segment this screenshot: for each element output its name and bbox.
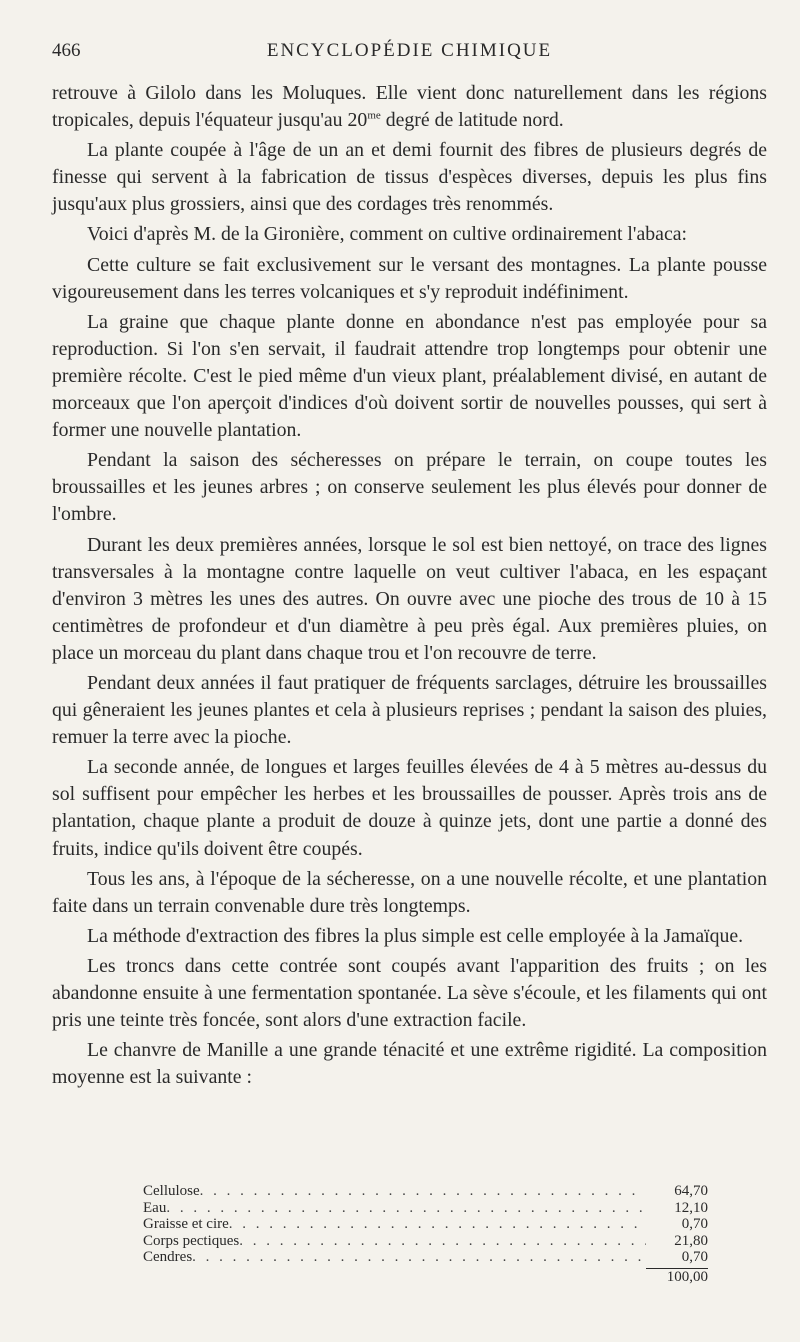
paragraph-9: La seconde année, de longues et larges feuilles élevées de 4 à 5 mètres au-dessus du sol suffisent pour empêcher les herbes et les broussailles de pousser. Après trois ans de plantation, chaque plante a produit de douze à quinze jets, dont une partie a donné des fruits, indice qu'ils doivent être coupés. [52, 756, 767, 860]
composition-value: 64,70 [674, 1183, 708, 1199]
composition-label: Cendres [143, 1249, 193, 1266]
composition-value: 0,70 [681, 1216, 708, 1233]
paragraph-1: retrouve à Gilolo dans les Moluques. Elle vient donc naturellement dans les régions tropicales, depuis l'équateur jusqu'au $20^{me}$ degré de latitude nord. [52, 82, 767, 132]
paragraph-12: Les troncs dans cette contrée sont coupés avant l'apparition des fruits ; on les abandonne ensuite à une fermentation spontanée. La sève s'écoule, et les filaments qui ont pris une teinte très foncée, sont alors d'une extraction facile. [52, 954, 767, 1032]
paragraph-5: La graine que chaque plante donne en abondance n'est pas employée pour sa reproduction. Si l'on s'en servait, il faudrait attendre trop longtemps pour obtenir une première récolte. C'est le pied même d'un vieux plant, préalablement divisé, en autant de morceaux que l'on aperçoit d'indices d'où doivent sortir de nouvelles pousses, qui sert à former une nouvelle plantation. [52, 310, 767, 442]
paragraph-13: Le chanvre de Manille a une grande ténacité et une extrême rigidité. La composition moyenne est la suivante : [52, 1039, 767, 1089]
leader-dots [229, 1216, 646, 1233]
composition-label: Eau [143, 1199, 167, 1216]
composition-row [143, 1200, 708, 1217]
body-text [52, 80, 767, 1094]
composition-total: 100,00 [666, 1268, 708, 1285]
paragraph-6: Pendant la saison des sécheresses on prépare le terrain, on coupe toutes les broussailles et les jeunes arbres ; on conserve seulement les plus élevés pour donner de l'ombre. [52, 449, 767, 526]
composition-label: Graisse et cire [143, 1216, 229, 1233]
paragraph-7: Durant les deux premières années, lorsque le sol est bien nettoyé, on trace des lignes transversales à la montagne contre laquelle on veut cultiver l'abaca, en les espaçant d'environ 3 mètres les unes des autres. On ouvre avec une pioche des trous de 10 à 15 centimètres de profondeur et d'un diamètre à peu près égal. Aux premières pluies, on place un morceau du plant dans chaque trou et l'on recouvre de terre. [52, 533, 767, 664]
composition-row [143, 1249, 708, 1266]
composition-label: Corps pectiques [143, 1232, 240, 1249]
composition-value: 21,80 [674, 1232, 708, 1249]
paragraph-8: Pendant deux années il faut pratiquer de fréquents sarclages, détruire les broussailles qui gêneraient les jeunes plantes et cela à plusieurs reprises ; pendant la saison des pluies, remuer la terre avec la pioche. [52, 671, 767, 749]
paragraph-2: La plante coupée à l'âge de un an et demi fournit des fibres de plusieurs degrés de finesse qui servent à la fabrication de tissus d'espèces diverses, depuis les plus fins jusqu'aux plus grossiers, ainsi que des cordages très renommés. [52, 139, 767, 216]
page-number: 466 [52, 40, 81, 61]
composition-row [143, 1216, 708, 1233]
leader-dots [192, 1249, 646, 1266]
composition-value: 0,70 [681, 1249, 708, 1266]
composition-value: 12,10 [674, 1199, 708, 1216]
page-header [52, 40, 767, 70]
composition-row [143, 1183, 708, 1200]
leader-dots [200, 1183, 646, 1200]
composition-label: Cellulose [143, 1183, 200, 1199]
leader-dots [239, 1233, 646, 1250]
leader-dots [166, 1200, 646, 1217]
paragraph-4: Cette culture se fait exclusivement sur le versant des montagnes. La plante pousse vigoureusement dans les terres volcaniques et s'y reproduit indéfiniment. [52, 253, 767, 303]
composition-row [143, 1233, 708, 1250]
paragraph-11: La méthode d'extraction des fibres la plus simple est celle employée à la Jamaïque. [87, 924, 744, 947]
paragraph-3: Voici d'après M. de la Gironière, comment on cultive ordinairement l'abaca: [87, 223, 687, 246]
superscript-me: me [367, 109, 381, 122]
running-title: ENCYCLOPÉDIE CHIMIQUE [266, 40, 553, 61]
paragraph-10: Tous les ans, à l'époque de la sécheresse, on a une nouvelle récolte, et une plantation faite dans un terrain convenable dure très longtemps. [52, 867, 767, 917]
composition-table [143, 1183, 708, 1286]
